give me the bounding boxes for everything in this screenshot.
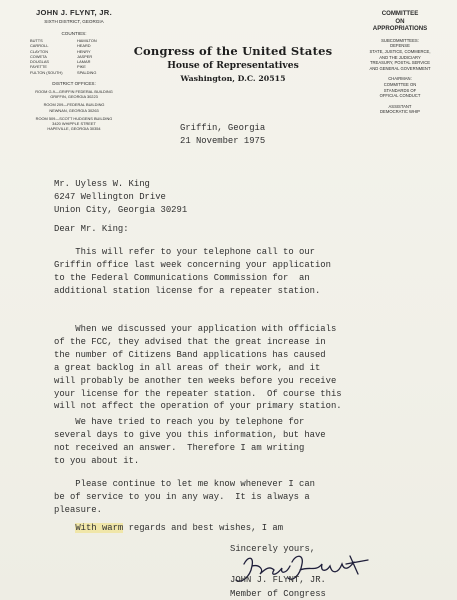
district-office [18, 102, 130, 112]
sign-off: Sincerely yours, [230, 544, 316, 554]
recipient-address [54, 178, 187, 217]
county-name: PIKE [77, 64, 86, 70]
recipient-line: Mr. Uyless W. King [54, 179, 150, 189]
committee-title [352, 10, 448, 33]
committee-title-line: COMMITTEE [381, 10, 419, 17]
county-name: DOUGLAS [30, 59, 50, 65]
right-letterhead [352, 10, 448, 115]
congressman-name: JOHN J. FLYNT, JR. [35, 8, 112, 17]
signer-name: JOHN J. FLYNT, JR. [230, 575, 326, 585]
paragraph-line: will not affect the operation of your primary station. [54, 401, 342, 412]
letter-place: Griffin, Georgia [180, 123, 266, 133]
committee-title-line: APPROPRIATIONS [372, 25, 428, 33]
office-address-line: ROOM G-9—GRIFFIN FEDERAL BUILDING [35, 89, 113, 95]
house-title: House of Representatives [167, 60, 299, 71]
county-name: SPALDING [77, 69, 97, 75]
paragraph-line: of the FCC, they advised that the great increase in [54, 336, 326, 347]
committee-title-line: ON [395, 17, 405, 25]
recipient-line: 6247 Wellington Drive [54, 192, 166, 202]
paragraph-line: additional station license for a repeater station. [54, 285, 321, 296]
county-name: LAMAR [77, 59, 91, 65]
congress-title: Congress of the United States [133, 44, 333, 58]
district-offices-list [18, 89, 130, 131]
paragraph-line: not received an answer. Therefore I am writing [54, 442, 305, 453]
county-name: FULTON (SOUTH) [30, 69, 63, 75]
closing-prefix [54, 523, 75, 533]
office-address-line: ROOM 209—FEDERAL BUILDING [43, 102, 105, 108]
county-name: COWETA [30, 53, 47, 59]
county-name: HEARD [77, 43, 91, 49]
paragraph-line: will probably be another ten weeks before you receive [54, 375, 337, 386]
subcommittee-line: SUBCOMMITTEES: [381, 37, 419, 43]
chairman-block [352, 76, 448, 98]
office-address-line: HAPEVILLE, GEORGIA 30354 [47, 126, 101, 132]
highlighted-text: With warm [75, 523, 124, 533]
county-name: CLAYTON [30, 48, 49, 54]
paragraph-line: the number of Citizens Band applications has caused [54, 349, 326, 360]
county-name: HAMILTON [77, 38, 97, 43]
paragraph-line: a great backlog in all areas of their work, and it [54, 362, 321, 373]
district-label: SIXTH DISTRICT, GEORGIA [44, 19, 104, 24]
subcommittee-line: AND THE JUDICIARY [379, 54, 421, 60]
body-paragraph [54, 478, 315, 517]
county-name: JASPER [77, 53, 93, 59]
letter-date: 21 November 1975 [180, 136, 266, 146]
paragraph-line: to the Federal Communications Commission for an [54, 272, 310, 283]
whip-line: ASSISTANT [388, 103, 412, 109]
subcommittee-line: STATE, JUSTICE, COMMERCE, [369, 48, 431, 54]
chairman-line: STANDARDS OF [383, 87, 417, 93]
counties-title: COUNTIES: [61, 31, 87, 36]
paragraph-line: your license for the repeater station. Of course this [54, 388, 342, 399]
county-name: CARROLL [30, 43, 49, 49]
subcommittee-line: TREASURY, POSTAL SERVICE [369, 60, 431, 66]
washington-address: Washington, D.C. 20515 [180, 74, 286, 83]
center-letterhead [128, 44, 338, 83]
paragraph-line: When we discussed your application with officials [54, 324, 337, 334]
paragraph-line: pleasure. [54, 504, 102, 515]
district-office [18, 89, 130, 99]
paragraph-line: to you about it. [54, 455, 140, 466]
county-name: HENRY [77, 48, 91, 54]
closing-line [54, 522, 283, 535]
paragraph-line: Griffin office last week concerning your application [54, 259, 331, 270]
body-paragraph [54, 416, 326, 468]
office-address-line: ROOM 509—SCOTT HUDGENS BUILDING [35, 115, 113, 121]
paragraph-line: Please continue to let me know whenever I can [54, 479, 315, 489]
place-and-date [180, 122, 265, 148]
paragraph-line: This will refer to your telephone call to our [54, 247, 315, 257]
county-name: FAYETTE [30, 64, 48, 70]
left-letterhead [18, 8, 130, 132]
body-paragraph [54, 323, 342, 413]
signer-title: Member of Congress [230, 589, 326, 599]
paragraph-line: be of service to you in any way. It is always a [54, 491, 310, 502]
whip-line: DEMOCRATIC WHIP [380, 109, 420, 115]
district-offices-title: DISTRICT OFFICES: [52, 81, 96, 87]
district-office [18, 116, 130, 132]
chairman-line: COMMITTEE ON [383, 81, 417, 87]
salutation: Dear Mr. King: [54, 224, 129, 234]
body-paragraph [54, 246, 331, 298]
subcommittees-block [352, 38, 448, 72]
subcommittee-line: DEFENSE [390, 43, 410, 49]
closing-text: regards and best wishes, I am [123, 523, 284, 533]
office-address-line: GRIFFIN, GEORGIA 30223 [50, 94, 98, 100]
office-address-line: NEWNAN, GEORGIA 30263 [49, 107, 99, 113]
chairman-line: CHAIRMAN: [388, 76, 412, 82]
county-name: BUTTS [30, 38, 43, 43]
counties-list [30, 38, 118, 75]
whip-block [352, 104, 448, 115]
recipient-line: Union City, Georgia 30291 [54, 205, 188, 215]
paragraph-line: We have tried to reach you by telephone for [54, 417, 305, 427]
subcommittee-line: AND GENERAL GOVERNMENT [369, 65, 431, 71]
paragraph-line: several days to give you this information, but have [54, 429, 326, 440]
chairman-line: OFFICIAL CONDUCT [379, 93, 421, 99]
office-address-line: 3420 WHIPPLE STREET [52, 121, 96, 127]
